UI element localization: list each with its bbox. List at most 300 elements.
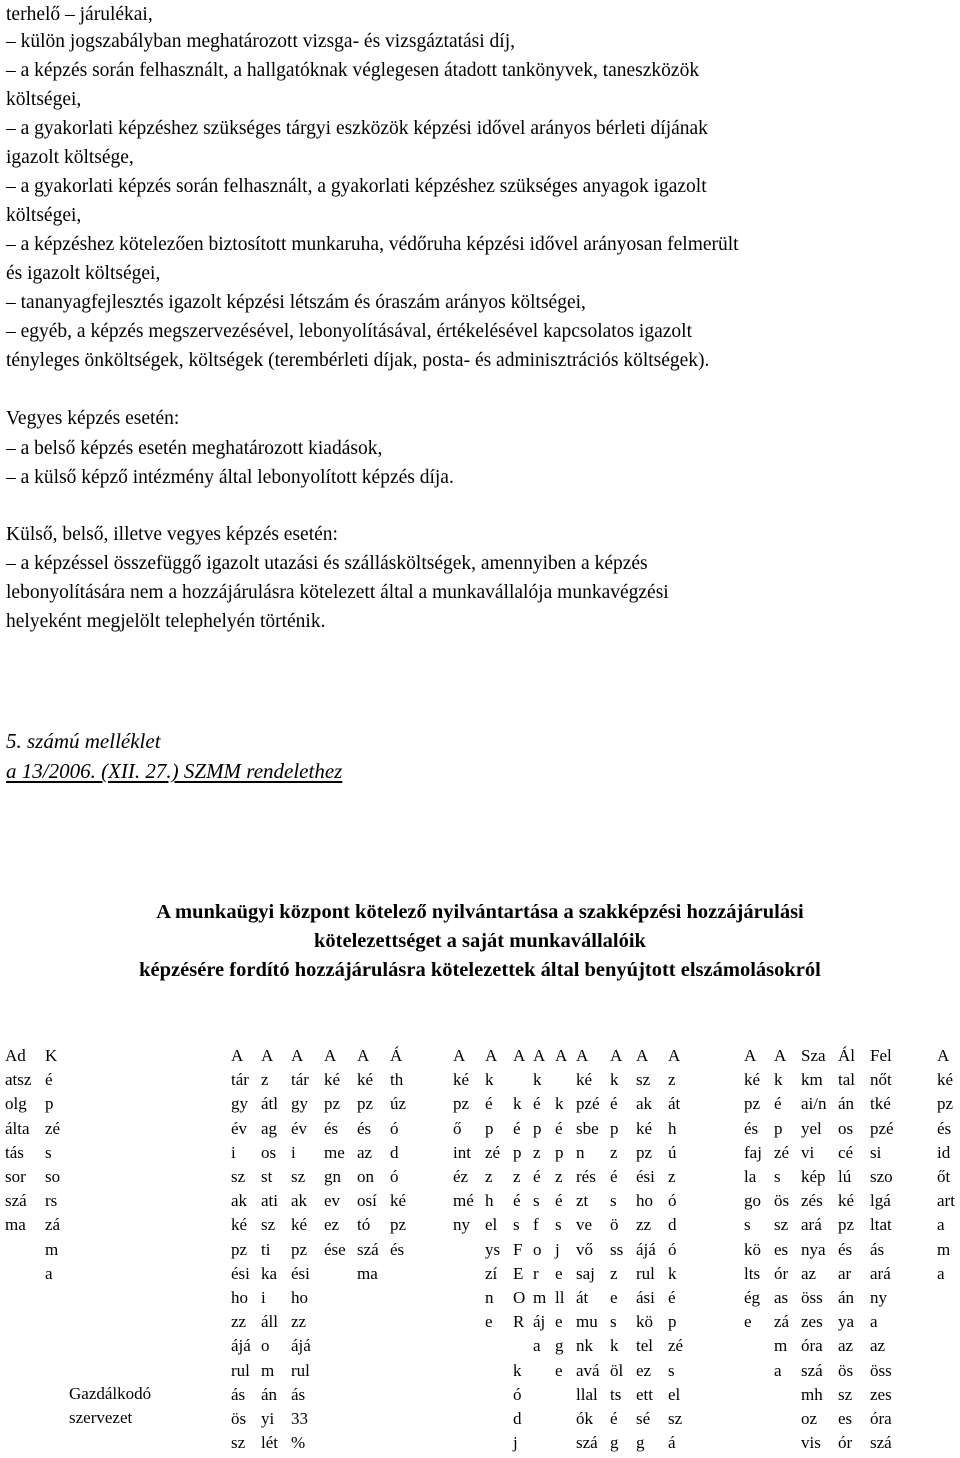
table-header-fragment: a: [937, 1215, 945, 1235]
table-header-column: [231, 1044, 251, 1455]
table-header-fragment: zes: [870, 1384, 892, 1404]
table-header-fragment: sé: [636, 1409, 651, 1429]
table-header-fragment: A: [668, 1046, 681, 1065]
table-header-fragment: llal: [576, 1384, 598, 1404]
table-header-fragment: s: [610, 1191, 617, 1211]
table-header-fragment: zés: [801, 1191, 823, 1211]
table-header-fragment: k: [555, 1094, 564, 1114]
table-header-fragment: é: [610, 1094, 618, 1114]
table-header-fragment: g: [636, 1433, 645, 1453]
table-header-column: [838, 1044, 855, 1455]
table-header-fragment: s: [513, 1215, 520, 1235]
table-header-column: [870, 1044, 894, 1455]
table-header-fragment: k: [533, 1070, 542, 1090]
table-header-fragment: m: [261, 1360, 275, 1380]
table-header-fragment: gy: [291, 1094, 308, 1114]
table-header-fragment: f: [533, 1215, 539, 1235]
table-header-fragment: art: [937, 1191, 955, 1211]
table-header-fragment: lgá: [870, 1191, 891, 1211]
table-header-fragment: a: [937, 1263, 945, 1283]
table-header-fragment: öss: [870, 1360, 892, 1380]
table-header-fragment: lét: [261, 1433, 278, 1453]
table-header-fragment: avá: [576, 1360, 600, 1380]
table-header-fragment: Sza: [801, 1046, 826, 1065]
table-header-fragment: s: [774, 1167, 781, 1187]
table-header-fragment: z: [485, 1167, 493, 1187]
table-header-fragment: z: [668, 1070, 676, 1090]
table-footer-label-1: Gazdálkodó: [69, 1384, 152, 1403]
table-header-fragment: é: [774, 1094, 782, 1114]
table-header-fragment: faj: [744, 1142, 762, 1162]
table-header-fragment: án: [261, 1384, 278, 1404]
table-header-fragment: szá: [870, 1433, 892, 1453]
table-header-column: [937, 1044, 955, 1286]
table-header-column: [668, 1044, 683, 1455]
table-header-fragment: szo: [870, 1167, 893, 1187]
table-header-fragment: F: [513, 1239, 523, 1259]
table-header-fragment: e: [555, 1263, 563, 1283]
table-header-fragment: tké: [870, 1094, 891, 1114]
table-header-fragment: ak: [636, 1094, 653, 1114]
table-header-fragment: la: [744, 1167, 757, 1187]
table-header-fragment: az: [838, 1336, 854, 1356]
table-header-fragment: n: [576, 1142, 585, 1162]
table-header-fragment: é: [668, 1288, 676, 1308]
table-header-column: [610, 1044, 623, 1455]
table-header-fragment: é: [45, 1070, 53, 1090]
table-header-fragment: p: [513, 1142, 522, 1162]
body-text-line: – a gyakorlati képzéshez szükséges tárgyi eszközök képzési idővel arányos bérleti díjának: [6, 118, 708, 139]
table-header-fragment: áj: [533, 1312, 546, 1332]
table-header-fragment: é: [610, 1167, 618, 1187]
table-header-fragment: [513, 1334, 525, 1358]
table-header-fragment: ú: [668, 1142, 677, 1162]
table-header-fragment: pz: [390, 1215, 407, 1235]
table-header-fragment: z: [555, 1167, 563, 1187]
table-header-fragment: a: [774, 1360, 782, 1380]
table-header-fragment: ett: [636, 1384, 653, 1404]
table-header-fragment: nőt: [870, 1070, 892, 1090]
table-header-fragment: pz: [636, 1142, 653, 1162]
table-header-fragment: sz: [636, 1070, 651, 1090]
table-header-fragment: ó: [390, 1167, 399, 1187]
table-header-fragment: Fel: [870, 1046, 892, 1065]
table-header-column: [576, 1044, 600, 1455]
table-header-column: [485, 1044, 500, 1334]
table-header-fragment: Á: [390, 1046, 403, 1065]
table-header-fragment: sz: [231, 1167, 246, 1187]
table-header-fragment: ájá: [291, 1336, 311, 1356]
table-header-fragment: szá: [5, 1191, 27, 1211]
table-header-fragment: ti: [261, 1239, 271, 1259]
table-header-column: [45, 1044, 60, 1286]
table-header-fragment: s: [668, 1360, 675, 1380]
table-header-fragment: ya: [838, 1312, 855, 1332]
table-header-fragment: ké: [453, 1070, 470, 1090]
table-header-fragment: ó: [668, 1191, 677, 1211]
table-header-fragment: éz: [453, 1167, 469, 1187]
table-header-fragment: ho: [291, 1288, 308, 1308]
table-header-fragment: ó: [668, 1239, 677, 1259]
table-header-fragment: zé: [668, 1336, 684, 1356]
table-header-fragment: ás: [291, 1384, 306, 1404]
table-header-fragment: k: [513, 1360, 522, 1380]
table-header-fragment: ór: [774, 1263, 789, 1283]
table-header-fragment: sz: [231, 1433, 246, 1453]
table-header-fragment: tár: [291, 1070, 309, 1090]
table-header-fragment: ké: [744, 1070, 761, 1090]
table-header-fragment: ará: [801, 1215, 822, 1235]
table-header-fragment: O: [513, 1288, 526, 1308]
table-header-fragment: cé: [838, 1142, 854, 1162]
table-header-fragment: ho: [231, 1288, 248, 1308]
table-header-fragment: a: [533, 1336, 541, 1356]
table-header-fragment: g: [610, 1433, 619, 1453]
body-text-line: terhelő – járulékai,: [6, 4, 153, 25]
table-header-fragment: me: [324, 1142, 345, 1162]
table-header-column: [324, 1044, 346, 1262]
table-header-fragment: so: [45, 1167, 61, 1187]
table-header-fragment: zé: [485, 1142, 501, 1162]
table-header-fragment: ys: [485, 1239, 501, 1259]
table-header-fragment: pz: [324, 1094, 341, 1114]
table-header-fragment: ók: [576, 1409, 593, 1429]
table-header-fragment: es: [838, 1409, 853, 1429]
table-header-fragment: k: [485, 1070, 494, 1090]
table-header-fragment: tal: [838, 1070, 855, 1090]
table-header-fragment: ez: [324, 1215, 340, 1235]
table-header-fragment: i: [261, 1288, 266, 1308]
table-header-fragment: m: [533, 1288, 547, 1308]
body-text-line: tényleges önköltségek, költségek (terembérleti díjak, posta- és adminisztrációs költségek).: [6, 350, 710, 371]
table-header-fragment: g: [555, 1336, 564, 1356]
table-header-fragment: ak: [291, 1191, 308, 1211]
table-header-fragment: rés: [576, 1167, 596, 1187]
table-header-fragment: ös: [838, 1360, 854, 1380]
table-header-fragment: ási: [636, 1288, 655, 1308]
table-header-fragment: ny: [870, 1288, 887, 1308]
table-header-fragment: é: [610, 1409, 618, 1429]
table-header-fragment: osí: [357, 1191, 377, 1211]
table-header-fragment: év: [291, 1118, 308, 1138]
table-header-fragment: A: [453, 1046, 466, 1065]
table-header-fragment: ké: [838, 1191, 855, 1211]
table-header-column: [513, 1044, 525, 1455]
table-header-fragment: i: [291, 1142, 296, 1162]
table-header-fragment: ó: [390, 1118, 399, 1138]
table-header-fragment: [513, 1068, 525, 1092]
table-header-fragment: áll: [261, 1312, 278, 1332]
table-header-fragment: A: [555, 1046, 568, 1065]
table-header-fragment: zí: [485, 1263, 498, 1283]
table-header-fragment: sz: [774, 1215, 789, 1235]
table-header-fragment: rul: [231, 1360, 250, 1380]
table-header-fragment: r: [533, 1263, 539, 1283]
table-header-fragment: saj: [576, 1263, 595, 1283]
table-header-fragment: sor: [5, 1167, 26, 1187]
table-header-fragment: A: [533, 1046, 546, 1065]
table-header-column: [744, 1044, 762, 1334]
body-text-line: igazolt költsége,: [6, 147, 134, 168]
table-header-fragment: olg: [5, 1094, 27, 1114]
body-text-line: – a képzéssel összefüggő igazolt utazási és szállásköltségek, amennyiben a képzés: [6, 553, 648, 574]
table-header-fragment: át: [668, 1094, 681, 1114]
table-header-fragment: pzé: [870, 1118, 894, 1138]
table-header-fragment: A: [291, 1046, 304, 1065]
table-header-fragment: ss: [610, 1239, 624, 1259]
table-header-fragment: tár: [231, 1070, 249, 1090]
table-header-fragment: ma: [5, 1215, 26, 1235]
table-header-fragment: si: [870, 1142, 882, 1162]
table-header-fragment: el: [485, 1215, 498, 1235]
table-header-fragment: az: [870, 1336, 886, 1356]
body-text-line: Külső, belső, illetve vegyes képzés esetén:: [6, 524, 338, 545]
table-header-fragment: zá: [774, 1312, 790, 1332]
table-header-fragment: ájá: [231, 1336, 251, 1356]
table-header-fragment: A: [937, 1046, 950, 1065]
table-header-fragment: ará: [870, 1263, 891, 1283]
table-header-fragment: őt: [937, 1167, 951, 1187]
table-header-fragment: k: [610, 1336, 619, 1356]
table-header-fragment: A: [513, 1046, 526, 1065]
table-header-fragment: ati: [261, 1191, 278, 1211]
table-header-fragment: lú: [838, 1167, 852, 1187]
table-header-fragment: az: [357, 1142, 373, 1162]
table-header-fragment: m: [45, 1239, 59, 1259]
table-header-fragment: mé: [453, 1191, 474, 1211]
table-header-fragment: pzé: [576, 1094, 600, 1114]
table-header-fragment: ké: [576, 1070, 593, 1090]
table-header-fragment: pz: [231, 1239, 248, 1259]
table-header-column: [453, 1044, 474, 1238]
table-header-fragment: z: [513, 1167, 521, 1187]
table-header-fragment: k: [774, 1070, 783, 1090]
table-header-fragment: sz: [668, 1409, 683, 1429]
table-header-fragment: ho: [636, 1191, 653, 1211]
table-header-fragment: mh: [801, 1384, 823, 1404]
body-text-line: – a belső képzés esetén meghatározott kiadások,: [6, 438, 383, 459]
table-header-fragment: ar: [838, 1263, 852, 1283]
body-text-line: – a külső képző intézmény által lebonyolított képzés díja.: [6, 467, 454, 488]
body-text-line: lebonyolítására nem a hozzájárulásra kötelezett által a munkavállalója munkavégzési: [6, 582, 669, 603]
table-header-fragment: kép: [801, 1167, 826, 1187]
table-header-fragment: m: [937, 1239, 951, 1259]
table-header-fragment: ltat: [870, 1215, 892, 1235]
table-header-fragment: ké: [231, 1215, 248, 1235]
table-header-fragment: st: [261, 1167, 273, 1187]
table-header-fragment: zz: [231, 1312, 247, 1332]
table-header-fragment: ag: [261, 1118, 278, 1138]
table-header-fragment: atsz: [5, 1070, 32, 1090]
table-header-fragment: yi: [261, 1409, 275, 1429]
body-text-line: – a gyakorlati képzés során felhasznált, a gyakorlati képzéshez szükséges anyagok igazolt: [6, 176, 707, 197]
table-header-fragment: A: [261, 1046, 274, 1065]
table-header-fragment: ég: [744, 1288, 761, 1308]
table-header-fragment: ó: [513, 1384, 522, 1404]
table-header-fragment: gy: [231, 1094, 248, 1114]
table-header-fragment: es: [774, 1239, 789, 1259]
table-header-fragment: é: [485, 1094, 493, 1114]
table-header-fragment: é: [555, 1191, 563, 1211]
table-header-fragment: d: [513, 1409, 522, 1429]
table-header-fragment: é: [533, 1167, 541, 1187]
form-title-line-3: képzésére fordító hozzájárulásra kötelezettek által benyújtott elszámolásokról: [139, 959, 821, 981]
body-text-line: költségei,: [6, 89, 82, 110]
table-header-fragment: ka: [261, 1263, 278, 1283]
table-header-fragment: e: [485, 1312, 493, 1332]
table-header-fragment: p: [774, 1118, 783, 1138]
table-header-fragment: A: [231, 1046, 244, 1065]
table-header-fragment: pz: [291, 1239, 308, 1259]
table-header-fragment: nk: [576, 1336, 593, 1356]
table-header-fragment: án: [838, 1288, 855, 1308]
table-header-fragment: p: [668, 1312, 677, 1332]
table-header-fragment: rs: [45, 1191, 58, 1211]
table-header-fragment: yel: [801, 1118, 822, 1138]
table-header-fragment: as: [774, 1288, 789, 1308]
table-header-fragment: tel: [636, 1336, 653, 1356]
form-title-line-1: A munkaügyi központ kötelező nyilvántartása a szakképzési hozzájárulási: [156, 901, 804, 923]
table-header-fragment: álta: [5, 1118, 30, 1138]
body-text-line: helyeként megjelölt telephelyén történik.: [6, 611, 326, 632]
form-title-line-2: kötelezettséget a saját munkavállalóik: [314, 930, 646, 952]
table-header-fragment: el: [668, 1384, 681, 1404]
table-header-fragment: szá: [801, 1360, 823, 1380]
table-header-fragment: ési: [636, 1167, 655, 1187]
table-header-fragment: ös: [231, 1409, 247, 1429]
table-header-fragment: nya: [801, 1239, 826, 1259]
table-footer-label-2: szervezet: [69, 1408, 133, 1427]
table-header-fragment: é: [513, 1191, 521, 1211]
table-header-fragment: id: [937, 1142, 951, 1162]
table-header-fragment: és: [937, 1118, 952, 1138]
table-header-fragment: p: [45, 1094, 54, 1114]
table-header-fragment: ési: [231, 1263, 250, 1283]
annex-regulation-reference: a 13/2006. (XII. 27.) SZMM rendelethez: [6, 759, 343, 783]
table-header-fragment: szá: [576, 1433, 598, 1453]
table-header-fragment: mu: [576, 1312, 598, 1332]
table-header-fragment: h: [485, 1191, 494, 1211]
table-header-fragment: ös: [774, 1191, 790, 1211]
table-header-fragment: km: [801, 1070, 823, 1090]
table-header-fragment: sz: [291, 1167, 306, 1187]
table-header-fragment: %: [291, 1433, 306, 1453]
table-header-fragment: k: [513, 1094, 522, 1114]
table-header-fragment: ez: [636, 1360, 652, 1380]
table-header-fragment: ás: [870, 1239, 885, 1259]
annex-number: 5. számú melléklet: [6, 729, 161, 753]
table-header-fragment: ai/n: [801, 1094, 827, 1114]
table-header-fragment: ll: [555, 1288, 565, 1308]
table-header-fragment: ájá: [636, 1239, 656, 1259]
table-header-fragment: A: [774, 1046, 787, 1065]
table-header-fragment: p: [555, 1142, 564, 1162]
table-header-fragment: A: [576, 1046, 589, 1065]
table-header-fragment: E: [513, 1263, 524, 1283]
table-header-fragment: ké: [291, 1215, 308, 1235]
table-header-fragment: z: [261, 1070, 269, 1090]
table-header-fragment: án: [838, 1094, 855, 1114]
table-header-fragment: ké: [636, 1118, 653, 1138]
table-header-fragment: úz: [390, 1094, 407, 1114]
table-header-fragment: s: [533, 1191, 540, 1211]
table-header-fragment: vis: [801, 1433, 821, 1453]
body-text-line: – egyéb, a képzés megszervezésével, lebonyolításával, értékelésével kapcsolatos igazolt: [6, 321, 692, 342]
table-header-fragment: m: [774, 1336, 788, 1356]
table-header-fragment: rul: [291, 1360, 310, 1380]
table-header-fragment: sbe: [576, 1118, 599, 1138]
table-header-fragment: szá: [357, 1239, 379, 1259]
table-header-fragment: e: [555, 1312, 563, 1332]
table-header-column: [636, 1044, 656, 1455]
table-header-fragment: ve: [576, 1215, 593, 1235]
table-header-fragment: int: [453, 1142, 471, 1162]
table-header-column: [5, 1044, 31, 1238]
table-header-fragment: A: [324, 1046, 337, 1065]
table-header-fragment: d: [668, 1215, 677, 1235]
table-header-fragment: sz: [838, 1384, 853, 1404]
table-header-fragment: A: [485, 1046, 498, 1065]
table-header-fragment: A: [610, 1046, 623, 1065]
table-header-fragment: óra: [801, 1336, 823, 1356]
table-header-fragment: vi: [801, 1142, 815, 1162]
table-header-fragment: Ad: [5, 1046, 26, 1065]
body-text-line: Vegyes képzés esetén:: [6, 408, 180, 429]
body-text-line: – a képzés során felhasznált, a hallgatóknak véglegesen átadott tankönyvek, taneszközök: [6, 60, 700, 81]
table-header-fragment: ma: [357, 1263, 378, 1283]
table-header-fragment: on: [357, 1167, 374, 1187]
table-header-fragment: p: [533, 1118, 542, 1138]
table-header-fragment: e: [555, 1360, 563, 1380]
table-header-fragment: tás: [5, 1142, 24, 1162]
table-header-fragment: vő: [576, 1239, 593, 1259]
body-text-line: és igazolt költségei,: [6, 263, 161, 284]
table-header-fragment: A: [357, 1046, 370, 1065]
table-header-fragment: e: [744, 1312, 752, 1332]
table-header-fragment: zá: [45, 1215, 61, 1235]
table-header-fragment: h: [668, 1118, 677, 1138]
table-header-fragment: k: [668, 1263, 677, 1283]
table-header-fragment: n: [485, 1288, 494, 1308]
table-header-fragment: öl: [610, 1360, 624, 1380]
table-header-fragment: th: [390, 1070, 404, 1090]
table-header-fragment: ké: [324, 1070, 341, 1090]
table-header-fragment: óra: [870, 1409, 892, 1429]
table-header-column: [533, 1044, 546, 1359]
table-header-fragment: ké: [357, 1070, 374, 1090]
table-header-fragment: ór: [838, 1433, 853, 1453]
table-header-fragment: és: [744, 1118, 759, 1138]
table-header-column: [357, 1044, 379, 1286]
table-header-fragment: pz: [937, 1094, 954, 1114]
table-header-fragment: 33: [291, 1409, 308, 1429]
table-header-fragment: á: [668, 1433, 676, 1453]
table-header-fragment: s: [45, 1142, 52, 1162]
table-header-fragment: R: [513, 1312, 525, 1332]
table-header-fragment: p: [485, 1118, 494, 1138]
table-header-fragment: zé: [774, 1142, 790, 1162]
table-header-fragment: ké: [937, 1070, 954, 1090]
table-header-fragment: k: [610, 1070, 619, 1090]
table-header-fragment: ás: [231, 1384, 246, 1404]
table-header-fragment: év: [231, 1118, 248, 1138]
table-header-fragment: lts: [744, 1263, 761, 1283]
body-text-line: – tananyagfejlesztés igazolt képzési létszám és óraszám arányos költségei,: [6, 292, 586, 313]
table-header-fragment: zt: [576, 1191, 589, 1211]
table-header-fragment: go: [744, 1191, 761, 1211]
table-header-fragment: pz: [744, 1094, 761, 1114]
table-header-fragment: pz: [357, 1094, 374, 1114]
